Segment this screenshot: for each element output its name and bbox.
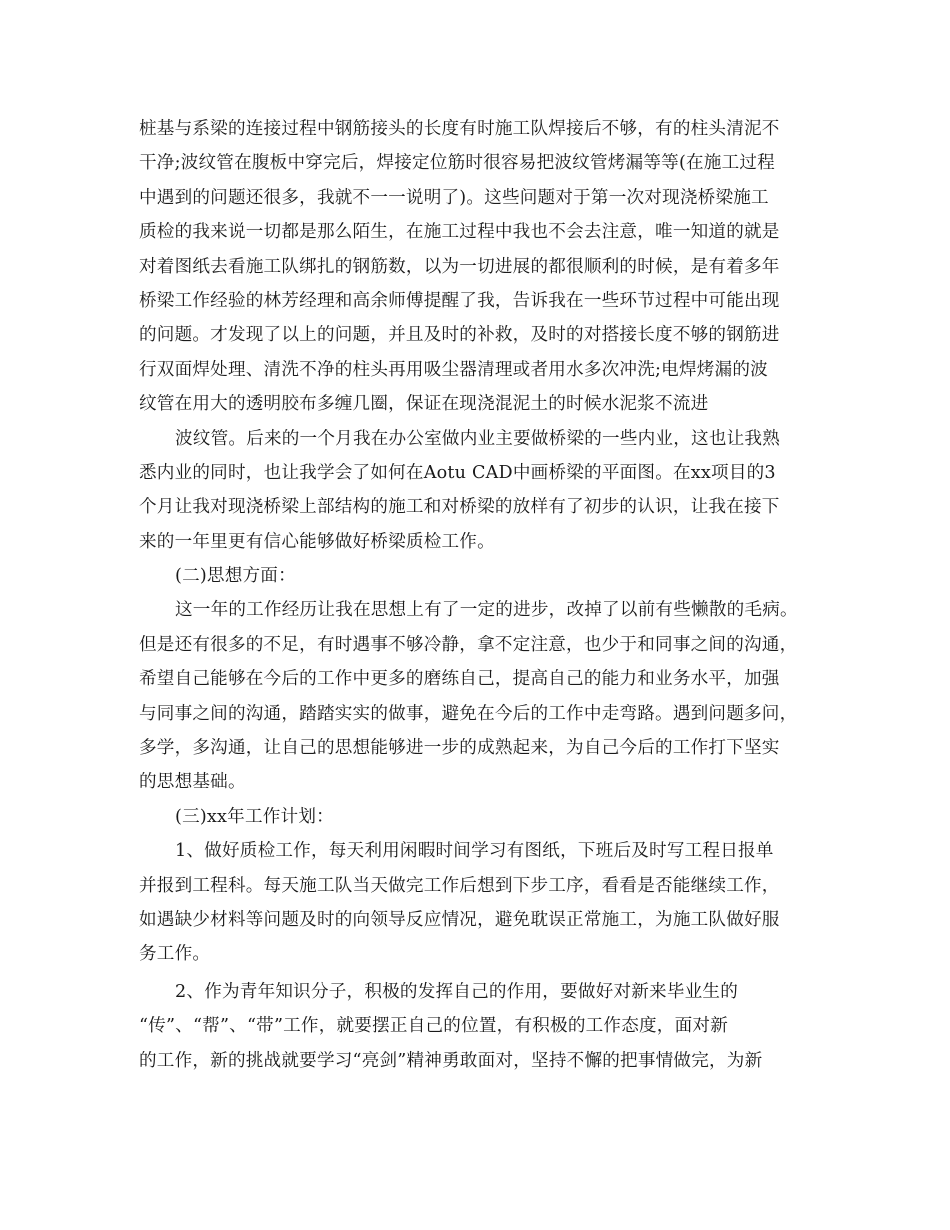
text-line: 与同事之间的沟通，踏踏实实的做事，避免在今后的工作中走弯路。遇到问题多问， xyxy=(139,703,798,724)
text-line: 中遇到的问题还很多，我就不一一说明了)。这些问题对于第一次对现浇桥梁施工 xyxy=(139,187,769,208)
section-heading: (三)xx年工作计划： xyxy=(175,806,334,827)
text-line: 的工作，新的挑战就要学习“亮剑”精神勇敢面对，坚持不懈的把事情做完，为新 xyxy=(139,1050,763,1071)
text-line: 悉内业的同时，也让我学会了如何在Aotu CAD中画桥梁的平面图。在xx项目的3 xyxy=(139,462,776,483)
section-heading: (二)思想方面： xyxy=(175,566,296,587)
text-line: 来的一年里更有信心能够做好桥梁质检工作。 xyxy=(139,531,495,552)
text-line: 并报到工程科。每天施工队当天做完工作后想到下步工序，看看是否能继续工作， xyxy=(139,875,780,896)
text-line: 桩基与系梁的连接过程中钢筋接头的长度有时施工队焊接后不够，有的柱头清泥不 xyxy=(139,119,780,139)
text-line: 如遇缺少材料等问题及时的向领导反应情况，避免耽误正常施工，为施工队做好服 xyxy=(139,909,780,930)
text-line: 纹管在用大的透明胶布多缠几圈，保证在现浇混泥土的时候水泥浆不流进 xyxy=(139,394,709,415)
text-line: 2、作为青年知识分子，积极的发挥自己的作用，要做好对新来毕业生的 xyxy=(175,981,739,1002)
text-line: 质检的我来说一切都是那么陌生，在施工过程中我也不会去注意，唯一知道的就是 xyxy=(139,222,780,243)
text-line: 的思想基础。 xyxy=(139,772,246,793)
text-line: “传”、“帮”、“带”工作，就要摆正自己的位置，有积极的工作态度，面对新 xyxy=(139,1016,728,1037)
text-line: 行双面焊处理、清洗不净的柱头再用吸尘器清理或者用水多次冲洗;电焊烤漏的波 xyxy=(139,359,768,380)
text-line: 对着图纸去看施工队绑扎的钢筋数，以为一切进展的都很顺利的时候，是有着多年 xyxy=(139,256,780,277)
text-line: 的问题。才发现了以上的问题，并且及时的补救，及时的对搭接长度不够的钢筋进 xyxy=(139,325,780,346)
document-body xyxy=(139,112,829,1078)
text-line: 干净;波纹管在腹板中穿完后，焊接定位筋时很容易把波纹管烤漏等等(在施工过程 xyxy=(139,153,775,174)
text-line: 桥梁工作经验的林芳经理和高余师傅提醒了我，告诉我在一些环节过程中可能出现 xyxy=(139,290,780,311)
text-line: 1、做好质检工作，每天利用闲暇时间学习有图纸，下班后及时写工程日报单 xyxy=(175,841,774,862)
text-line: 这一年的工作经历让我在思想上有了一定的进步，改掉了以前有些懒散的毛病。 xyxy=(175,600,798,621)
text-line: 多学，多沟通，让自己的思想能够进一步的成熟起来，为自己今后的工作打下坚实 xyxy=(139,738,780,759)
text-line: 个月让我对现浇桥梁上部结构的施工和对桥梁的放样有了初步的认识，让我在接下 xyxy=(139,497,780,518)
text-line: 希望自己能够在今后的工作中更多的磨练自己，提高自己的能力和业务水平，加强 xyxy=(139,669,780,690)
text-line: 但是还有很多的不足，有时遇事不够冷静，拿不定注意，也少于和同事之间的沟通， xyxy=(139,634,798,655)
text-line: 务工作。 xyxy=(139,944,211,965)
text-line: 波纹管。后来的一个月我在办公室做内业主要做桥梁的一些内业，这也让我熟 xyxy=(175,428,780,449)
